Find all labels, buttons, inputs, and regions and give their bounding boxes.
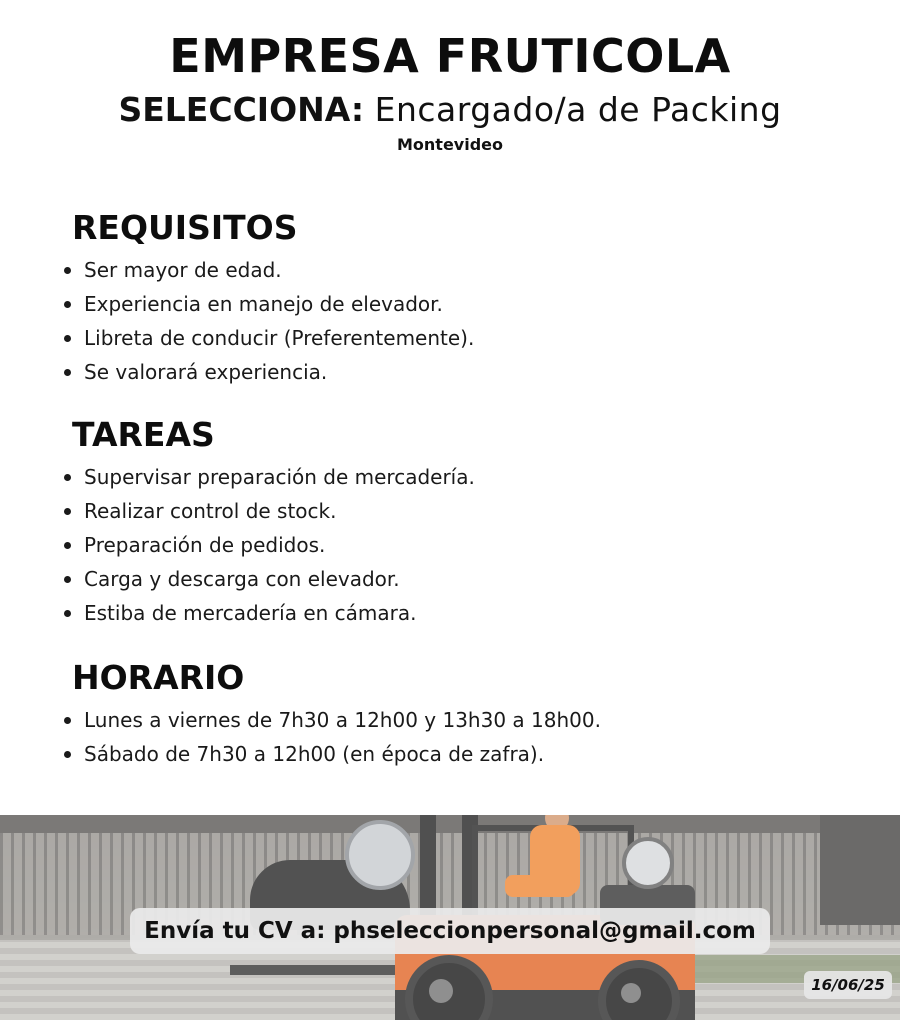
publish-date: 16/06/25 bbox=[804, 971, 892, 999]
list-item: Ser mayor de edad. bbox=[64, 253, 864, 287]
send-cv-banner: Envía tu CV a: phseleccionpersonal@gmail.com bbox=[130, 908, 770, 954]
requisitos-heading: REQUISITOS bbox=[72, 208, 298, 247]
list-item: Libreta de conducir (Preferentemente). bbox=[64, 321, 864, 355]
list-item: Carga y descarga con elevador. bbox=[64, 562, 864, 596]
company-title: EMPRESA FRUTICOLA bbox=[169, 29, 731, 83]
horario-section bbox=[64, 657, 864, 771]
horario-list bbox=[64, 703, 864, 771]
job-subtitle bbox=[0, 88, 900, 132]
selecciona-label: SELECCIONA: bbox=[118, 90, 365, 129]
list-item: Supervisar preparación de mercadería. bbox=[64, 460, 864, 494]
horario-heading: HORARIO bbox=[72, 658, 245, 697]
job-role: Encargado/a de Packing bbox=[374, 90, 782, 129]
list-item: Se valorará experiencia. bbox=[64, 355, 864, 389]
list-item: Lunes a viernes de 7h30 a 12h00 y 13h30 a 18h00. bbox=[64, 703, 864, 737]
tareas-heading: TAREAS bbox=[72, 415, 215, 454]
list-item: Preparación de pedidos. bbox=[64, 528, 864, 562]
tareas-list bbox=[64, 460, 864, 630]
job-header bbox=[0, 28, 900, 156]
requisitos-section bbox=[64, 207, 864, 389]
requisitos-list bbox=[64, 253, 864, 389]
list-item: Sábado de 7h30 a 12h00 (en época de zafra). bbox=[64, 737, 864, 771]
tareas-section bbox=[64, 414, 864, 630]
list-item: Experiencia en manejo de elevador. bbox=[64, 287, 864, 321]
list-item: Estiba de mercadería en cámara. bbox=[64, 596, 864, 630]
list-item: Realizar control de stock. bbox=[64, 494, 864, 528]
job-city: Montevideo bbox=[396, 135, 503, 154]
